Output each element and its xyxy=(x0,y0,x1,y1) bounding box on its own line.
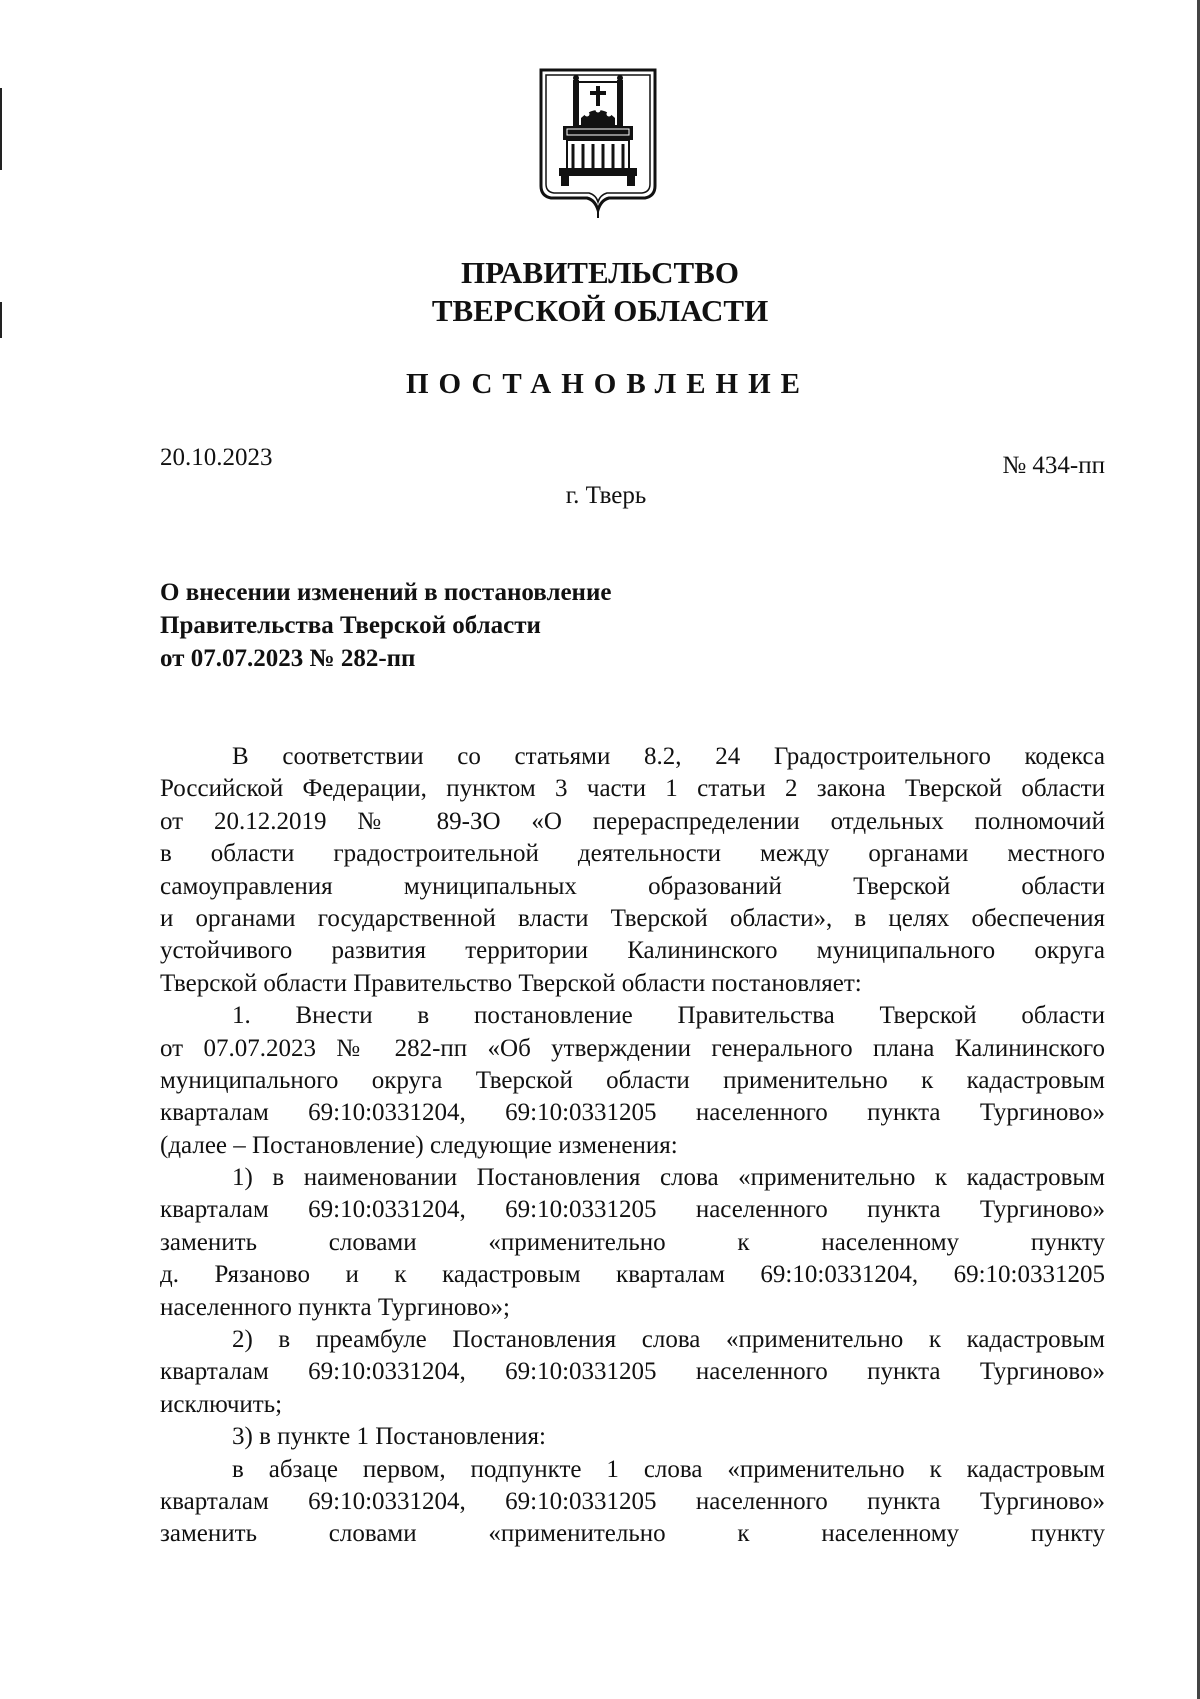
organization-title xyxy=(0,254,1200,330)
body-line: кварталам 69:10:0331204, 69:10:0331205 населенного пункта Тургиново» xyxy=(160,1099,1105,1127)
body-line: в абзаце первом, подпункте 1 слова «применительно к кадастровым xyxy=(232,1455,1105,1483)
body-line: Тверской области Правительство Тверской области постановляет: xyxy=(160,969,862,997)
body-line: кварталам 69:10:0331204, 69:10:0331205 населенного пункта Тургиново» xyxy=(160,1358,1105,1386)
scan-edge-mark xyxy=(0,302,2,338)
document-number: № 434-пп xyxy=(1002,452,1105,479)
body-line: 3) в пункте 1 Постановления: xyxy=(232,1423,546,1451)
body-line: и органами государственной власти Тверской области», в целях обеспечения xyxy=(160,904,1105,932)
body-line: заменить словами «применительно к населенному пункту xyxy=(160,1520,1105,1548)
body-line: кварталам 69:10:0331204, 69:10:0331205 населенного пункта Тургиново» xyxy=(160,1196,1105,1224)
document-date: 20.10.2023 xyxy=(160,444,273,471)
subject-line: О внесении изменений в постановление xyxy=(160,579,612,606)
document-body xyxy=(160,741,1105,1551)
body-line: (далее – Постановление) следующие изменения: xyxy=(160,1131,678,1159)
body-line: самоуправления муниципальных образований Тверской области xyxy=(160,872,1105,900)
body-line: 1) в наименовании Постановления слова «применительно к кадастровым xyxy=(232,1164,1105,1192)
body-line: В соответствии со статьями 8.2, 24 Градостроительного кодекса xyxy=(232,743,1105,770)
body-line: устойчивого развития территории Калининского муниципального округа xyxy=(160,937,1105,965)
body-line: заменить словами «применительно к населенному пункту xyxy=(160,1228,1105,1256)
body-line: в области градостроительной деятельности между органами местного xyxy=(160,840,1105,868)
organization-title-line-2: ТВЕРСКОЙ ОБЛАСТИ xyxy=(431,293,769,328)
body-line: исключить; xyxy=(160,1390,283,1418)
body-line: Российской Федерации, пунктом 3 части 1 статьи 2 закона Тверской области xyxy=(160,775,1105,803)
body-line: от 07.07.2023 № 282-пп «Об утверждении генерального плана Калининского xyxy=(160,1034,1105,1062)
body-line: от 20.12.2019 № 89-ЗО «О перераспределении отдельных полномочий xyxy=(160,807,1105,835)
body-line: 2) в преамбуле Постановления слова «применительно к кадастровым xyxy=(232,1326,1105,1354)
body-line: 1. Внести в постановление Правительства Тверской области xyxy=(232,1002,1105,1030)
subject-line: Правительства Тверской области xyxy=(160,612,541,639)
document-city: г. Тверь xyxy=(565,482,647,509)
scan-edge-mark xyxy=(0,88,2,170)
subject-line: от 07.07.2023 № 282-пп xyxy=(160,645,416,672)
body-line: кварталам 69:10:0331204, 69:10:0331205 населенного пункта Тургиново» xyxy=(160,1487,1105,1515)
body-line: муниципального округа Тверской области применительно к кадастровым xyxy=(160,1066,1105,1094)
body-line: населенного пункта Тургиново»; xyxy=(160,1293,510,1321)
document-type: ПОСТАНОВЛЕНИЕ xyxy=(405,368,810,400)
coat-of-arms-icon xyxy=(537,68,659,220)
document-subject xyxy=(160,576,611,675)
body-line: д. Рязаново и к кадастровым кварталам 69:10:0331204, 69:10:0331205 xyxy=(160,1261,1105,1289)
organization-title-line-1: ПРАВИТЕЛЬСТВО xyxy=(461,255,739,290)
